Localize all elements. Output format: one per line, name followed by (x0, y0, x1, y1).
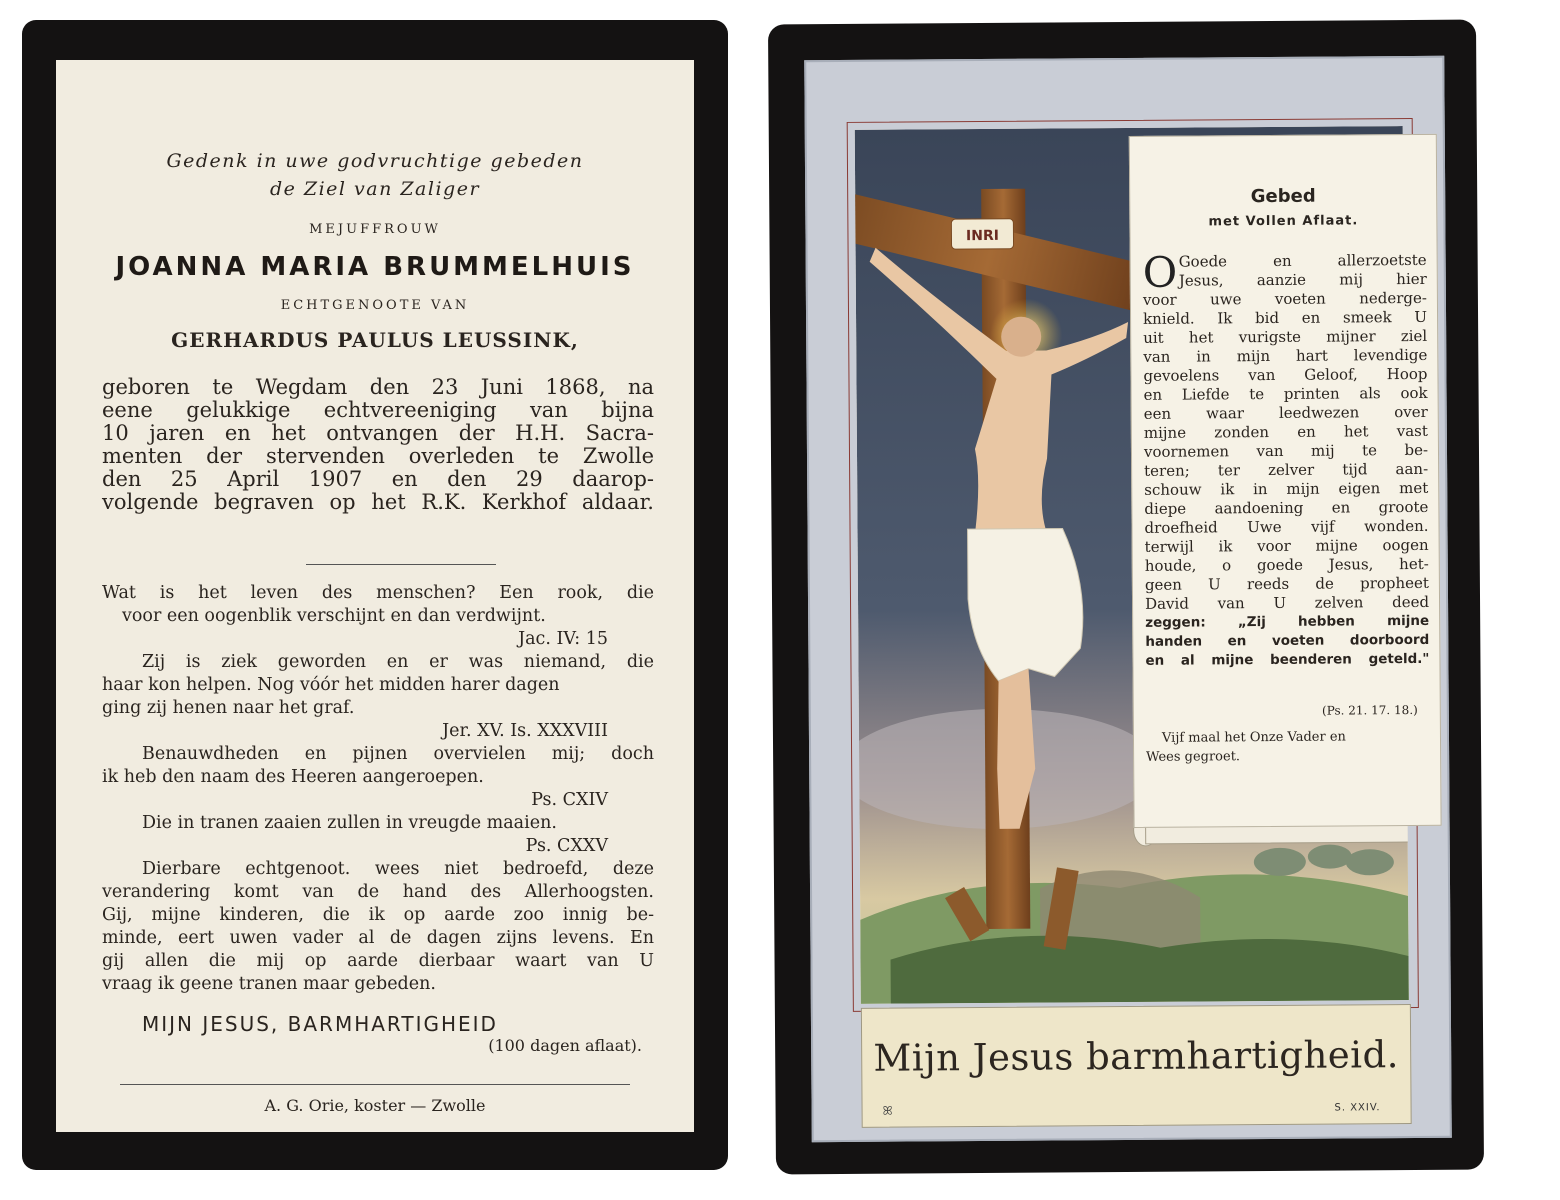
spouse-prefix: ECHTGENOOTE VAN (280, 298, 470, 313)
figure-head (1001, 317, 1041, 357)
closing-invocation: MIJN JESUS, BARMHARTIGHEID (142, 1012, 498, 1036)
prayer-line: schouw ik in mijn eigen met (1144, 478, 1429, 499)
bio-line: den 25 April 1907 en den 29 daarop- (102, 467, 654, 491)
caption-box (861, 1004, 1412, 1128)
prayer-line: voor uwe voeten nederge- (1142, 288, 1427, 309)
prayer-line: Goede en allerzoetste (1178, 250, 1427, 271)
prayer-line: gevoelens van Geloof, Hoop (1143, 364, 1428, 385)
prayer-line: en al mijne beenderen geteld." (1145, 650, 1430, 669)
verse-line: minde, eert uwen vader al de dagen zijns levens. En (102, 928, 654, 948)
prayer-line: Jesus, aanzie mij hier (1178, 269, 1427, 290)
prayer-panel (1129, 134, 1442, 828)
prayer-line: mijne zonden en het vast (1143, 421, 1428, 442)
closing-line-1: Vijf maal het Onze Vader en (1161, 729, 1346, 746)
prayer-line: David van U zelven deed (1144, 592, 1430, 613)
title-prefix: MEJUFFROUW (309, 222, 441, 237)
divider (306, 564, 496, 565)
verse-line: Wat is het leven des menschen? Een rook, die (102, 583, 654, 603)
caption-text: Mijn Jesus barmhartigheid. (873, 1033, 1400, 1080)
prayer-line: terwijl ik voor mijne oogen (1144, 535, 1429, 556)
verse-line: Dierbare echtgenoot. wees niet bedroefd, deze (142, 859, 654, 879)
verse-reference: Ps. CXXV (525, 836, 608, 856)
printer-credit: A. G. Orie, koster — Zwolle (264, 1096, 486, 1115)
prayer-line: teren; ter zelver tijd aan- (1144, 459, 1429, 480)
bio-line: volgende begraven op het R.K. Kerkhof aldaar. (102, 490, 654, 514)
prayer-line: handen en voeten doorboord (1145, 631, 1430, 650)
right-memorial-card (768, 20, 1484, 1175)
prayer-line: geen U reeds de propheet (1144, 573, 1429, 594)
prayer-text (1142, 247, 1430, 671)
verse-line: Die in tranen zaaien zullen in vreugde maaien. (142, 813, 557, 833)
spouse-name: GERHARDUS PAULUS LEUSSINK, (171, 328, 579, 352)
prayer-dropcap: O (1142, 247, 1178, 297)
verse-reference: Ps. CXIV (531, 790, 608, 810)
left-memorial-card (22, 20, 728, 1170)
prayer-line: droefheid Uwe vijf wonden. (1144, 516, 1429, 537)
verse-reference: Jer. XV. Is. XXXVIII (442, 721, 608, 741)
bio-line: geboren te Wegdam den 23 Juni 1868, na (102, 375, 654, 399)
verse-line: ging zij henen naar het graf. (102, 698, 355, 718)
indulgence-note: (100 dagen aflaat). (488, 1036, 642, 1055)
verse-line: vraag ik geene tranen maar gebeden. (102, 974, 436, 994)
prayer-line: houde, o goede Jesus, het- (1144, 554, 1429, 575)
intro-line-1: Gedenk in uwe godvruchtige gebeden (166, 150, 584, 172)
verse-line: gij allen die mij op aarde dierbaar waart van U (102, 951, 654, 971)
loincloth (968, 528, 1084, 681)
maker-mark-icon: ꕤ (882, 1103, 893, 1118)
verse-line: verandering komt van de hand des Allerhoogsten. (102, 882, 654, 902)
prayer-line: knield. Ik bid en smeek U (1142, 307, 1428, 328)
prayer-line: voornemen van mij te be- (1143, 440, 1429, 461)
verse-line: Gij, mijne kinderen, die ik op aarde zoo innig be- (102, 905, 654, 925)
verse-line: Benauwdheden en pijnen overvielen mij; doch (142, 744, 654, 764)
biography (102, 376, 654, 514)
prayer-line: uit het vurigste mijner ziel (1143, 326, 1428, 347)
bio-line: 10 jaren en het ontvangen der H.H. Sacra- (102, 421, 654, 445)
closing-line-2: Wees gegroet. (1146, 749, 1241, 765)
deceased-name: JOANNA MARIA BRUMMELHUIS (115, 252, 635, 282)
series-number: S. XXIV. (1334, 1102, 1381, 1114)
prayer-line: zeggen: „Zij hebben mijne (1145, 612, 1430, 631)
verse-line: ik heb den naam des Heeren aangeroepen. (102, 767, 484, 787)
verse-reference: Jac. IV: 15 (518, 629, 608, 649)
psalm-reference: (Ps. 21. 17. 18.) (1321, 702, 1418, 718)
footer-divider (120, 1084, 630, 1085)
prayer-line: en Liefde te printen als ook (1143, 383, 1428, 404)
inri-text: INRI (965, 227, 999, 245)
left-card-text-panel (56, 60, 694, 1132)
verse-line: Zij is ziek geworden en er was niemand, die (142, 652, 654, 672)
scripture-verses (102, 582, 654, 996)
prayer-line: diepe aandoening en groote (1144, 497, 1429, 518)
bio-line: menten der stervenden overleden te Zwolle (102, 444, 654, 468)
silver-border (804, 56, 1452, 1142)
verse-line: voor een oogenblik verschijnt en dan verdwijnt. (122, 606, 546, 626)
intro-line-2: de Ziel van Zaliger (269, 178, 481, 200)
bio-line: eene gelukkige echtvereeniging van bijna (102, 398, 654, 422)
verse-line: haar kon helpen. Nog vóór het midden harer dagen (102, 675, 560, 695)
prayer-line: van in mijn hart levendige (1143, 345, 1428, 366)
prayer-title: Gebed (1250, 185, 1316, 208)
prayer-subtitle: met Vollen Aflaat. (1208, 213, 1359, 230)
prayer-line: een waar leedwezen over (1143, 402, 1428, 423)
